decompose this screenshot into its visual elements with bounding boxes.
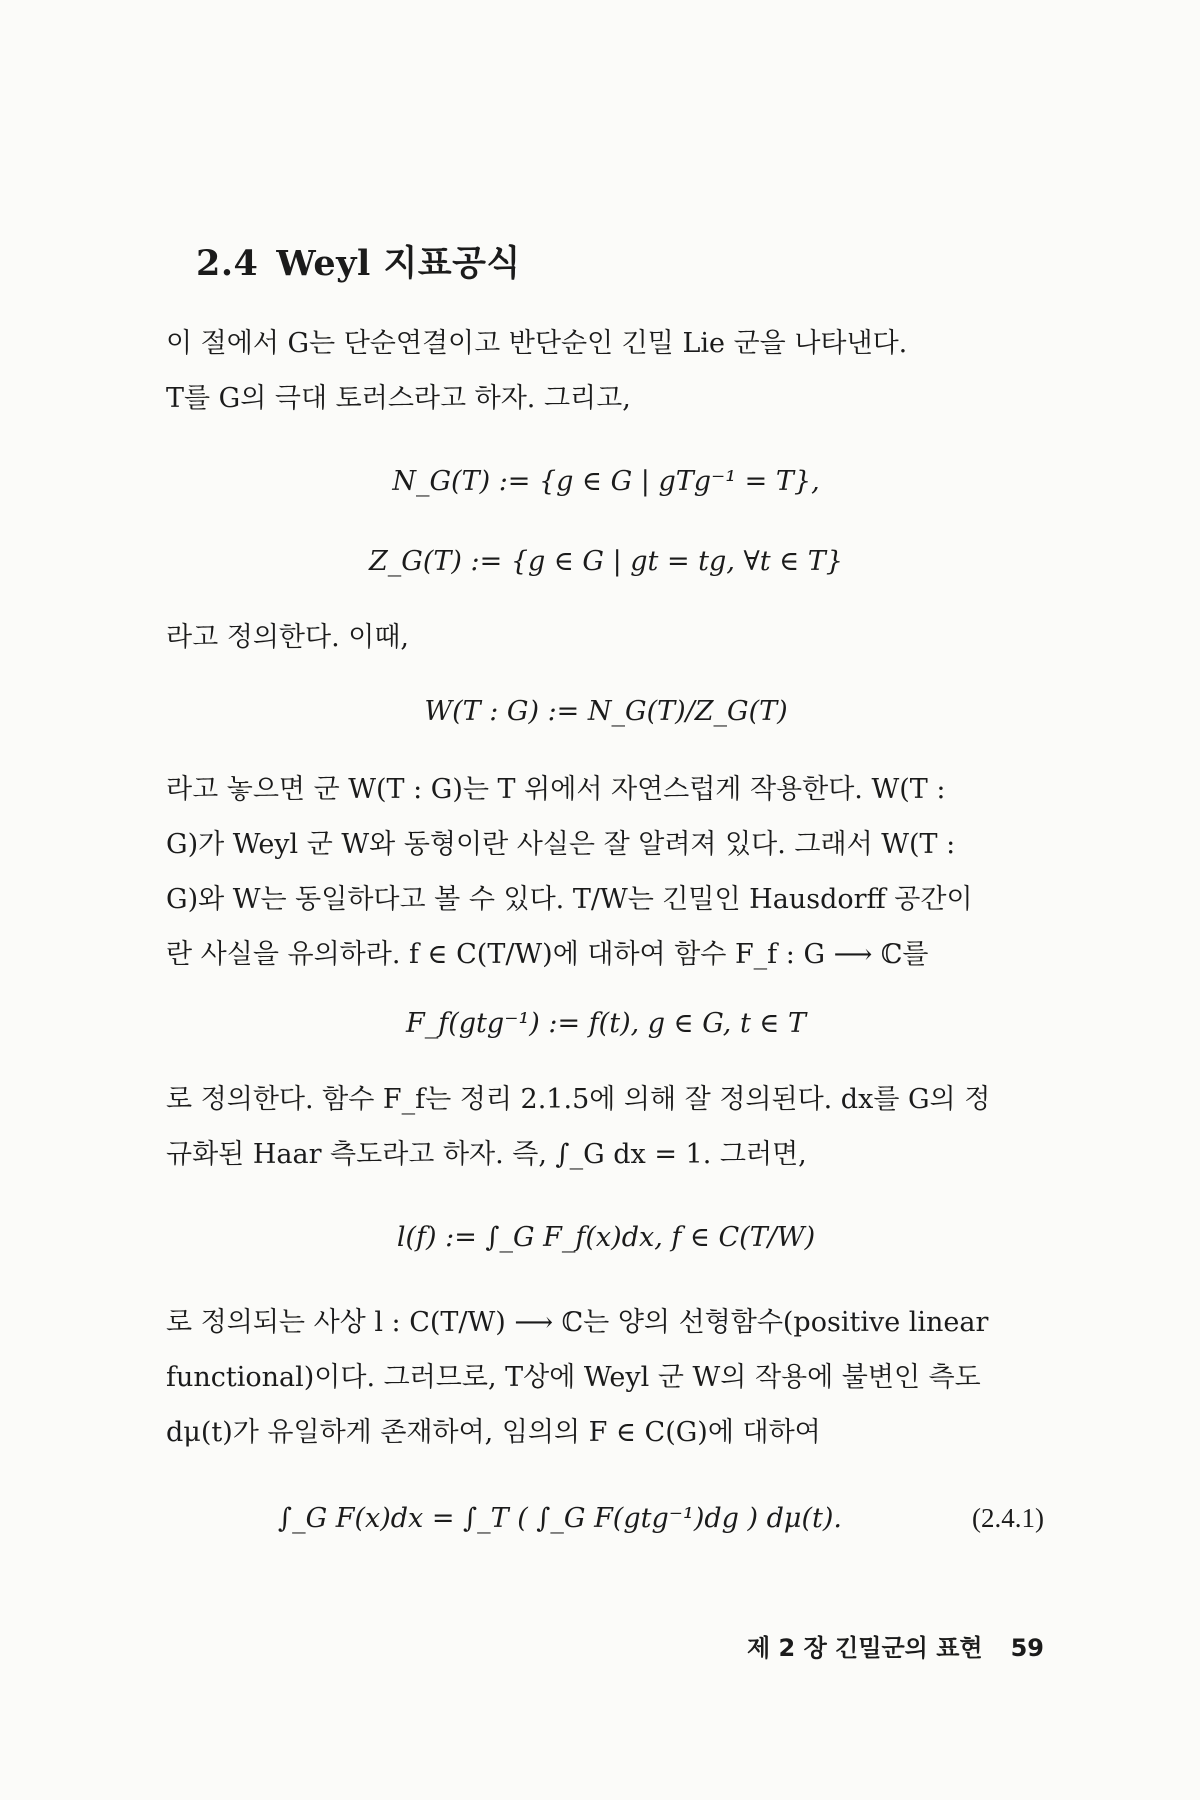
paragraph-intro [166, 316, 1046, 426]
equation-normalizer: N_G(T) := {g ∈ G | gTg⁻¹ = T}, [392, 466, 820, 497]
equation-number: (2.4.1) [972, 1503, 1044, 1533]
equation-centralizer: Z_G(T) := {g ∈ G | gt = tg, ∀t ∈ T} [369, 546, 843, 577]
paragraph-weyl-action [166, 762, 1046, 982]
text-line: G)가 Weyl 군 W와 동형이란 사실은 잘 알려져 있다. 그래서 W(T : [166, 829, 956, 860]
text-line: 란 사실을 유의하라. f ∈ C(T/W)에 대하여 함수 F_f : G ⟶ ℂ를 [166, 939, 929, 970]
page-number: 59 [1010, 1634, 1044, 1662]
text-line: 이 절에서 G는 단순연결이고 반단순인 긴밀 Lie 군을 나타낸다. [166, 328, 908, 359]
text-line: T를 G의 극대 토러스라고 하자. 그리고, [166, 383, 631, 414]
equation-weyl-group: W(T : G) := N_G(T)/Z_G(T) [424, 696, 788, 727]
text-line: 로 정의되는 사상 l : C(T/W) ⟶ ℂ는 양의 선형함수(positive linear [166, 1307, 989, 1338]
text-line: G)와 W는 동일하다고 볼 수 있다. T/W는 긴밀인 Hausdorff 공간이 [166, 884, 973, 915]
equation-functional: l(f) := ∫_G F_f(x)dx, f ∈ C(T/W) [396, 1222, 816, 1253]
text-line: 규화된 Haar 측도라고 하자. 즉, ∫_G dx = 1. 그러면, [166, 1139, 807, 1170]
paragraph-measure [166, 1295, 1046, 1460]
text-line: 라고 놓으면 군 W(T : G)는 T 위에서 자연스럽게 작용한다. W(T : [166, 774, 946, 805]
paragraph-haar [166, 1072, 1046, 1182]
equation-integral-formula: ∫_G F(x)dx = ∫_T ( ∫_G F(gtg⁻¹)dg ) dμ(t). [278, 1503, 842, 1534]
section-heading [196, 236, 521, 286]
text-line: dμ(t)가 유일하게 존재하여, 임의의 F ∈ C(G)에 대하여 [166, 1417, 821, 1448]
equation-function-definition: F_f(gtg⁻¹) := f(t), g ∈ G, t ∈ T [406, 1008, 806, 1039]
text-line: functional)이다. 그러므로, T상에 Weyl 군 W의 작용에 불변인 측도 [166, 1362, 981, 1393]
text-line: 로 정의한다. 함수 F_f는 정리 2.1.5에 의해 잘 정의된다. dx를 G의 정 [166, 1084, 991, 1115]
paragraph-define [166, 610, 1046, 665]
text-line: 라고 정의한다. 이때, [166, 622, 409, 653]
page-footer [747, 1628, 1044, 1663]
running-chapter-title: 제 2 장 긴밀군의 표현 [747, 1634, 983, 1662]
section-number: 2.4 [196, 243, 259, 284]
section-title: Weyl 지표공식 [276, 243, 521, 284]
